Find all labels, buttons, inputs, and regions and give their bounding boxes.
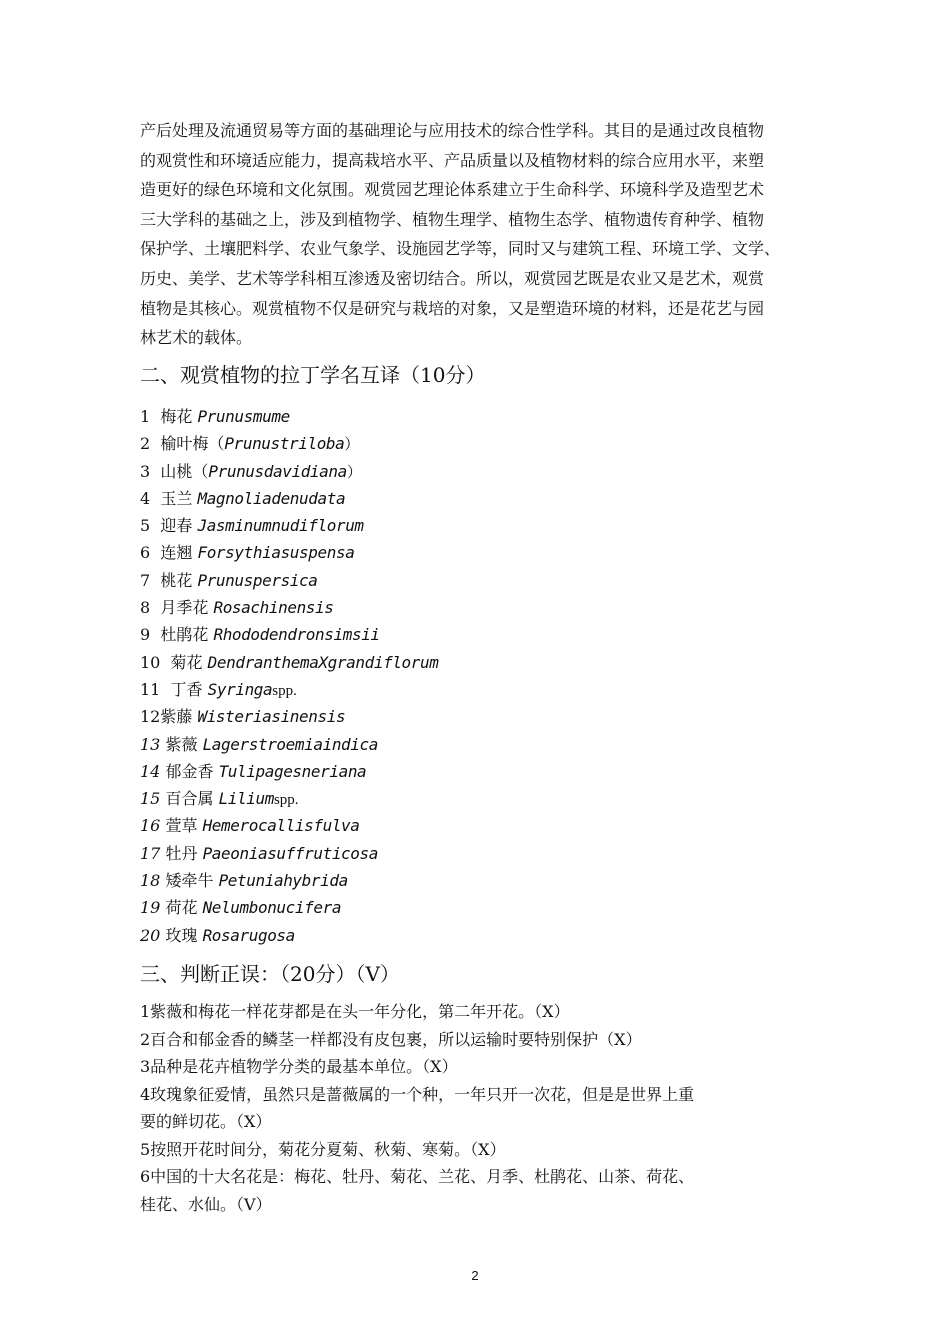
item-chinese-name: 郁金香 <box>165 761 214 781</box>
intro-line: 产后处理及流通贸易等方面的基础理论与应用技术的综合性学科。其目的是通过改良植物 <box>140 121 765 140</box>
item-latin-name: Petuniahybrida <box>218 871 348 891</box>
item-latin-name: Prunustriloba <box>224 434 345 454</box>
item-latin-name: Rosarugosa <box>202 925 295 945</box>
intro-paragraph <box>140 116 830 353</box>
item-chinese-name: 玫瑰 <box>165 925 198 945</box>
latin-name-list <box>140 403 438 949</box>
item-latin-name: Rosachinensis <box>213 598 334 618</box>
list-item <box>140 812 438 839</box>
intro-line: 植物是其核心。观赏植物不仅是研究与栽培的对象，又是塑造环境的材料，还是花艺与园 <box>140 298 765 318</box>
item-chinese-name: 桃花 <box>160 570 193 590</box>
intro-line: 三大学科的基础之上，涉及到植物学、植物生理学、植物生态学、植物遗传育种学、植物 <box>140 209 765 229</box>
item-number: 19 <box>140 898 161 918</box>
item-number: 3 <box>140 461 151 481</box>
item-chinese-name: 丁香 <box>170 679 203 699</box>
item-number: 15 <box>140 789 161 809</box>
item-chinese-name: 迎春 <box>160 516 193 536</box>
tf-line: 6中国的十大名花是：梅花、牡丹、菊花、兰花、月季、杜鹃花、山茶、荷花、 <box>140 1167 695 1186</box>
list-item <box>140 676 438 703</box>
list-item <box>140 539 438 566</box>
item-latin-name: Paeoniasuffruticosa <box>202 843 378 863</box>
item-number: 12 <box>140 707 161 727</box>
item-chinese-name: 紫薇 <box>165 734 198 754</box>
list-item <box>140 512 438 539</box>
item-number: 8 <box>140 598 151 618</box>
list-item <box>140 403 438 430</box>
list-item <box>140 485 438 512</box>
item-latin-name: Hemerocallisfulva <box>202 816 360 836</box>
item-latin-name: Jasminumnudiflorum <box>197 516 364 536</box>
tf-line: 3品种是花卉植物学分类的最基本单位。（X） <box>140 1057 458 1076</box>
item-latin-name: DendranthemaXgrandiflorum <box>207 652 439 672</box>
item-suffix: ） <box>346 464 362 481</box>
item-number: 14 <box>140 761 161 781</box>
item-suffix: spp. <box>272 682 297 699</box>
item-number: 11 <box>140 679 161 699</box>
item-chinese-name: 榆叶梅（ <box>160 434 225 454</box>
list-item <box>140 731 438 758</box>
list-item <box>140 430 438 457</box>
item-latin-name: Wisteriasinensis <box>197 707 346 727</box>
item-suffix: spp. <box>273 792 299 809</box>
item-latin-name: Prunusdavidiana <box>208 461 347 481</box>
item-number: 13 <box>140 734 161 754</box>
list-item <box>140 703 438 730</box>
list-item <box>140 621 438 648</box>
item-chinese-name: 月季花 <box>160 598 209 618</box>
tf-line: 2百合和郁金香的鳞茎一样都没有皮包裹，所以运输时要特别保护（X） <box>140 1029 642 1049</box>
item-number: 2 <box>140 434 151 454</box>
item-chinese-name: 梅花 <box>160 407 193 426</box>
item-number: 18 <box>140 871 161 891</box>
list-item <box>140 840 438 867</box>
item-number: 1 <box>140 407 151 426</box>
list-item <box>140 594 438 621</box>
item-number: 17 <box>140 843 161 863</box>
list-item <box>140 458 438 485</box>
item-number: 20 <box>140 925 161 945</box>
intro-line: 造更好的绿色环境和文化氛围。观赏园艺理论体系建立于生命科学、环境科学及造型艺术 <box>140 180 765 200</box>
item-chinese-name: 百合属 <box>165 789 214 809</box>
item-latin-name: Syringa <box>207 679 273 699</box>
item-chinese-name: 牡丹 <box>165 843 198 863</box>
item-chinese-name: 菊花 <box>170 652 203 672</box>
item-number: 9 <box>140 625 151 645</box>
list-item <box>140 894 438 921</box>
item-latin-name: Forsythiasuspensa <box>197 543 355 563</box>
item-number: 6 <box>140 543 151 563</box>
intro-line: 保护学、土壤肥料学、农业气象学、设施园艺学等，同时又与建筑工程、环境工学、文学、 <box>140 239 781 259</box>
tf-line: 1紫薇和梅花一样花芽都是在头一年分化，第二年开花。（X） <box>140 1002 570 1021</box>
item-chinese-name: 紫藤 <box>160 707 193 727</box>
intro-line: 的观赏性和环境适应能力，提高栽培水平、产品质量以及植物材料的综合应用水平，来塑 <box>140 150 765 170</box>
list-item <box>140 785 438 812</box>
item-chinese-name: 矮牵牛 <box>165 871 214 891</box>
tf-line: 4玫瑰象征爱情，虽然只是蔷薇属的一个种，一年只开一次花，但是是世界上重 <box>140 1084 695 1104</box>
list-item <box>140 649 438 676</box>
section3-heading: 三、判断正误：（20分）（V） <box>140 962 400 986</box>
item-chinese-name: 玉兰 <box>160 488 193 508</box>
item-latin-name: Lilium <box>218 789 274 809</box>
item-suffix: ） <box>344 437 360 454</box>
tf-line: 5按照开花时间分，菊花分夏菊、秋菊、寒菊。（X） <box>140 1139 506 1159</box>
list-item <box>140 867 438 894</box>
item-number: 10 <box>140 652 161 672</box>
item-chinese-name: 荷花 <box>165 898 198 918</box>
list-item <box>140 922 438 949</box>
tf-line: 要的鲜切花。（X） <box>140 1112 272 1131</box>
true-false-list <box>140 998 820 1218</box>
item-latin-name: Lagerstroemiaindica <box>202 734 378 754</box>
item-latin-name: Prunusmume <box>197 407 290 426</box>
item-number: 16 <box>140 816 161 836</box>
item-chinese-name: 杜鹃花 <box>160 625 209 645</box>
list-item <box>140 758 438 785</box>
item-latin-name: Tulipagesneriana <box>218 761 367 781</box>
list-item <box>140 567 438 594</box>
item-chinese-name: 山桃（ <box>160 461 209 481</box>
intro-line: 林艺术的载体。 <box>140 328 253 348</box>
tf-line: 桂花、水仙。（V） <box>140 1194 272 1214</box>
item-latin-name: Magnoliadenudata <box>197 488 346 508</box>
item-number: 5 <box>140 516 151 536</box>
item-chinese-name: 连翘 <box>160 543 193 563</box>
item-chinese-name: 萱草 <box>165 816 198 836</box>
intro-line: 历史、美学、艺术等学科相互渗透及密切结合。所以，观赏园艺既是农业又是艺术，观赏 <box>140 268 765 288</box>
item-number: 4 <box>140 488 151 508</box>
item-latin-name: Rhododendronsimsii <box>213 625 380 645</box>
item-latin-name: Prunuspersica <box>197 570 318 590</box>
item-latin-name: Nelumbonucifera <box>202 898 342 918</box>
section2-heading: 二、观赏植物的拉丁学名互译（10分） <box>140 363 486 387</box>
item-number: 7 <box>140 570 151 590</box>
page-number: 2 <box>471 1268 479 1283</box>
